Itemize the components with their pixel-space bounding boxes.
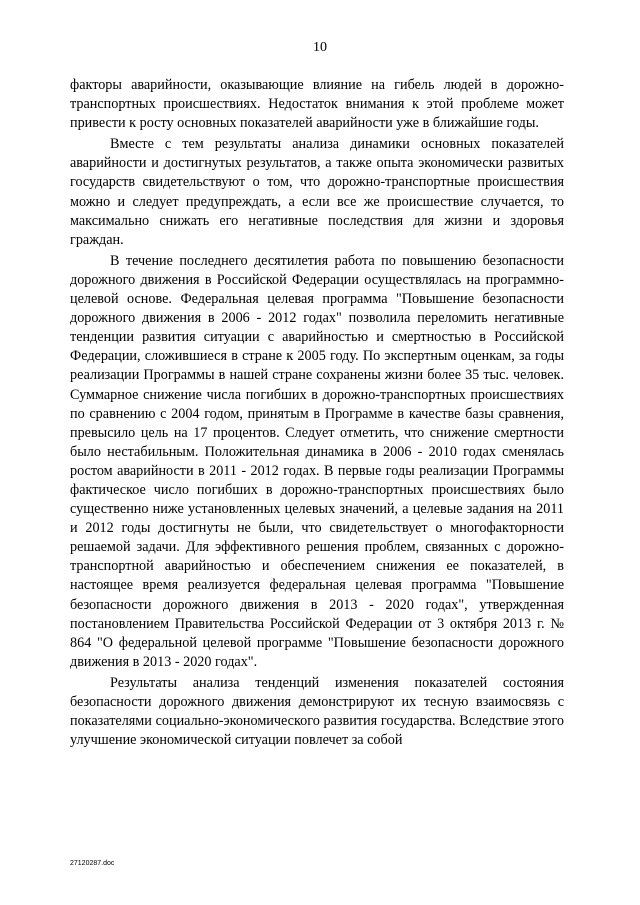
- paragraph: В течение последнего десятилетия работа по повышению безопасности дорожного движения в Российской Федерации осуществлялась на программно-целевой основе. Федеральная целевая программа "Повышение безопасности дорожного движения в 2006 - 2012 годах" позволила переломить негативные тенденции развития ситуации с аварийностью и смертностью в Российской Федерации, сложившиеся в стране к 2005 году. По экспертным оценкам, за годы реализации Программы в нашей стране сохранены жизни более 35 тыс. человек. Суммарное снижение числа погибших в дорожно-транспортных происшествиях по сравнению с 2004 годом, принятым в Программе в качестве базы сравнения, превысило цель на 17 процентов. Следует отметить, что снижение смертности было нестабильным. Положительная динамика в 2006 - 2010 годах сменялась ростом аварийности в 2011 - 2012 годах. В первые годы реализации Программы фактическое число погибших в дорожно-транспортных происшествиях было существенно ниже установленных целевых значений, а целевые задания на 2011 и 2012 годы достигнуты не были, что свидетельствует о многофакторности решаемой задачи. Для эффективного решения проблем, связанных с дорожно-транспортной аварийностью и обеспечением снижения ее показателей, в настоящее время реализуется федеральная целевая программа "Повышение безопасности дорожного движения в 2013 - 2020 годах", утвержденная постановлением Правительства Российской Федерации от 3 октября 2013 г. № 864 "О федеральной целевой программе "Повышение безопасности дорожного движения в 2013 - 2020 годах".: [70, 252, 564, 670]
- paragraph: Результаты анализа тенденций изменения показателей состояния безопасности дорожного движения демонстрируют их тесную взаимосвязь с показателями социально-экономического развития государства. Вследствие этого улучшение экономической ситуации повлечет за собой: [70, 674, 564, 749]
- paragraph: Вместе с тем результаты анализа динамики основных показателей аварийности и достигнутых результатов, а также опыта экономически развитых государств свидетельствуют о том, что дорожно-транспортные происшествия можно и следует предупреждать, а если все же происшествие случается, то максимально снижать его негативные последствия для жизни и здоровья граждан.: [70, 136, 564, 248]
- document-body: [70, 76, 564, 750]
- footer-filename: 27120287.doc: [70, 860, 115, 867]
- paragraph: факторы аварийности, оказывающие влияние на гибель людей в дорожно-транспортных происшествиях. Недостаток внимания к этой проблеме может привести к росту основных показателей аварийности уже в ближайшие годы.: [70, 77, 564, 132]
- page-number: 10: [313, 40, 327, 55]
